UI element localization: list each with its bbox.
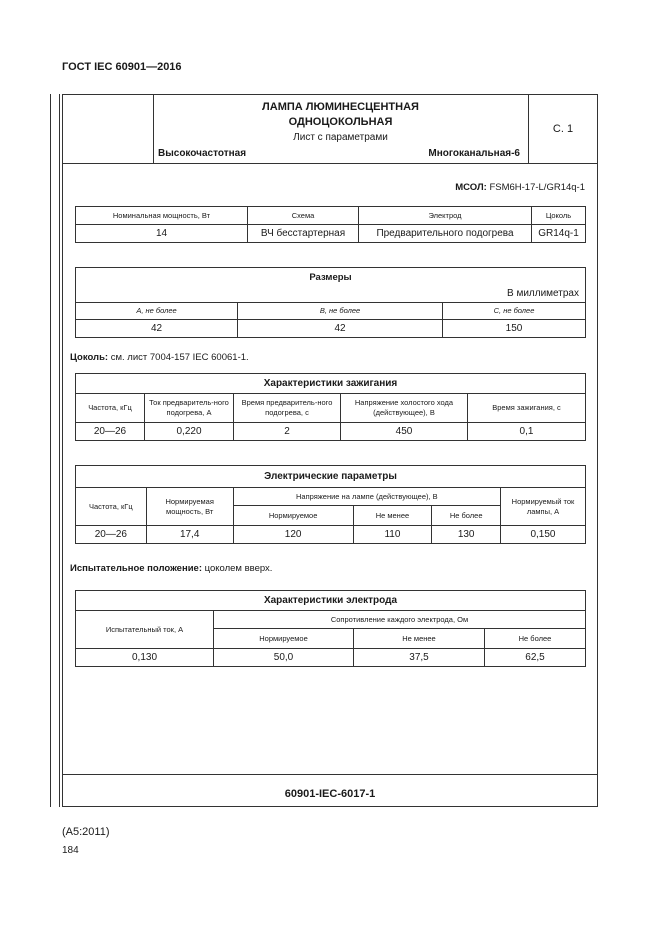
cell-ec-test: 0,130 [76, 649, 214, 667]
col-electrode: Электрод [359, 207, 532, 225]
test-position-label: Испытательное положение: [70, 563, 202, 574]
col-ign-preheat-time: Время предваритель-ного подогрева, с [234, 394, 341, 423]
col-ec-max: Не более [485, 629, 586, 649]
mcol-value: FSM6H-17-L/GR14q-1 [489, 182, 585, 193]
base-note-text: см. лист 7004-157 IEC 60061-1. [108, 352, 249, 363]
col-ign-freq: Частота, кГц [76, 394, 145, 423]
col-scheme: Схема [248, 207, 359, 225]
col-ec-res: Сопротивление каждого электрода, Ом [214, 611, 586, 629]
page-number: 184 [62, 845, 79, 856]
col-base: Цоколь [532, 207, 586, 225]
cell-el-power: 17,4 [146, 526, 233, 544]
col-a: А, не более [76, 303, 238, 320]
base-note [70, 352, 249, 363]
cell-b: 42 [238, 320, 443, 338]
dimensions-table [75, 267, 586, 338]
electrical-caption: Электрические параметры [76, 466, 586, 488]
binding-margin [50, 94, 60, 807]
dimensions-caption-cell [76, 268, 586, 303]
col-b: В, не более [238, 303, 443, 320]
sheet-number: 60901-IEC-6017-1 [284, 788, 376, 800]
col-el-freq: Частота, кГц [76, 488, 147, 526]
title-line-2: ОДНОЦОКОЛЬНАЯ [288, 116, 393, 128]
test-position-text: цоколем вверх. [201, 563, 273, 574]
cell-scheme: ВЧ бесстартерная [248, 225, 359, 243]
parameter-sheet-frame [62, 94, 598, 807]
amendment-ref: (А5:2011) [62, 826, 110, 838]
cell-a: 42 [76, 320, 238, 338]
channel-tag: Многоканальная-6 [428, 148, 520, 159]
cell-ign-freq: 20—26 [76, 423, 145, 441]
col-ec-test: Испытательный ток, А [76, 611, 214, 649]
cell-power: 14 [76, 225, 248, 243]
cell-ec-nom: 50,0 [214, 649, 354, 667]
col-el-voltage: Напряжение на лампе (действующее), В [233, 488, 500, 506]
col-el-v-nom: Нормируемое [233, 506, 353, 526]
lamp-type-tag: Высокочастотная [158, 148, 247, 159]
sheet-subtitle: Лист с параметрами [293, 132, 388, 143]
ignition-caption: Характеристики зажигания [76, 374, 586, 394]
mcol-designation [455, 182, 585, 193]
col-c: С, не более [443, 303, 586, 320]
cell-ign-preheat-time: 2 [234, 423, 341, 441]
test-position-note [70, 563, 272, 574]
general-table [75, 206, 586, 243]
col-el-current: Нормируемый ток лампы, А [500, 488, 585, 526]
header-blank-cell [62, 94, 154, 164]
cell-electrode: Предварительного подогрева [359, 225, 532, 243]
cell-el-v-max: 130 [432, 526, 501, 544]
base-note-label: Цоколь: [70, 352, 109, 363]
footer-divider [62, 774, 598, 775]
col-el-power: Нормируемая мощность, Вт [146, 488, 233, 526]
sheet-page-label: С. 1 [528, 94, 598, 164]
cell-c: 150 [443, 320, 586, 338]
cell-el-v-nom: 120 [233, 526, 353, 544]
standard-number: ГОСТ IEC 60901—2016 [62, 61, 182, 73]
cell-ign-time: 0,1 [468, 423, 586, 441]
title-line-1: ЛАМПА ЛЮМИНЕСЦЕНТНАЯ [262, 101, 419, 113]
header-title-block [153, 94, 529, 164]
sheet-title [153, 100, 528, 130]
dimensions-caption: Размеры [309, 272, 352, 283]
dimensions-unit: В миллиметрах [507, 288, 579, 299]
col-ign-preheat-current: Ток предваритель-ного подогрева, А [145, 394, 234, 423]
cell-base: GR14q-1 [532, 225, 586, 243]
electrode-caption: Характеристики электрода [76, 591, 586, 611]
cell-ec-max: 62,5 [485, 649, 586, 667]
col-ign-time: Время зажигания, с [468, 394, 586, 423]
col-ign-ocv: Напряжение холостого хода (действующее), В [341, 394, 468, 423]
col-ec-min: Не менее [354, 629, 485, 649]
mcol-label: МСОЛ: [455, 182, 487, 193]
ignition-table [75, 373, 586, 441]
cell-ec-min: 37,5 [354, 649, 485, 667]
col-el-v-max: Не более [432, 506, 501, 526]
electrical-table [75, 465, 586, 544]
col-power: Номинальная мощность, Вт [76, 207, 248, 225]
col-ec-nom: Нормируемое [214, 629, 354, 649]
cell-ign-preheat-current: 0,220 [145, 423, 234, 441]
cell-el-freq: 20—26 [76, 526, 147, 544]
cell-el-v-min: 110 [353, 526, 432, 544]
electrode-table [75, 590, 586, 667]
cell-ign-ocv: 450 [341, 423, 468, 441]
cell-el-current: 0,150 [500, 526, 585, 544]
col-el-v-min: Не менее [353, 506, 432, 526]
